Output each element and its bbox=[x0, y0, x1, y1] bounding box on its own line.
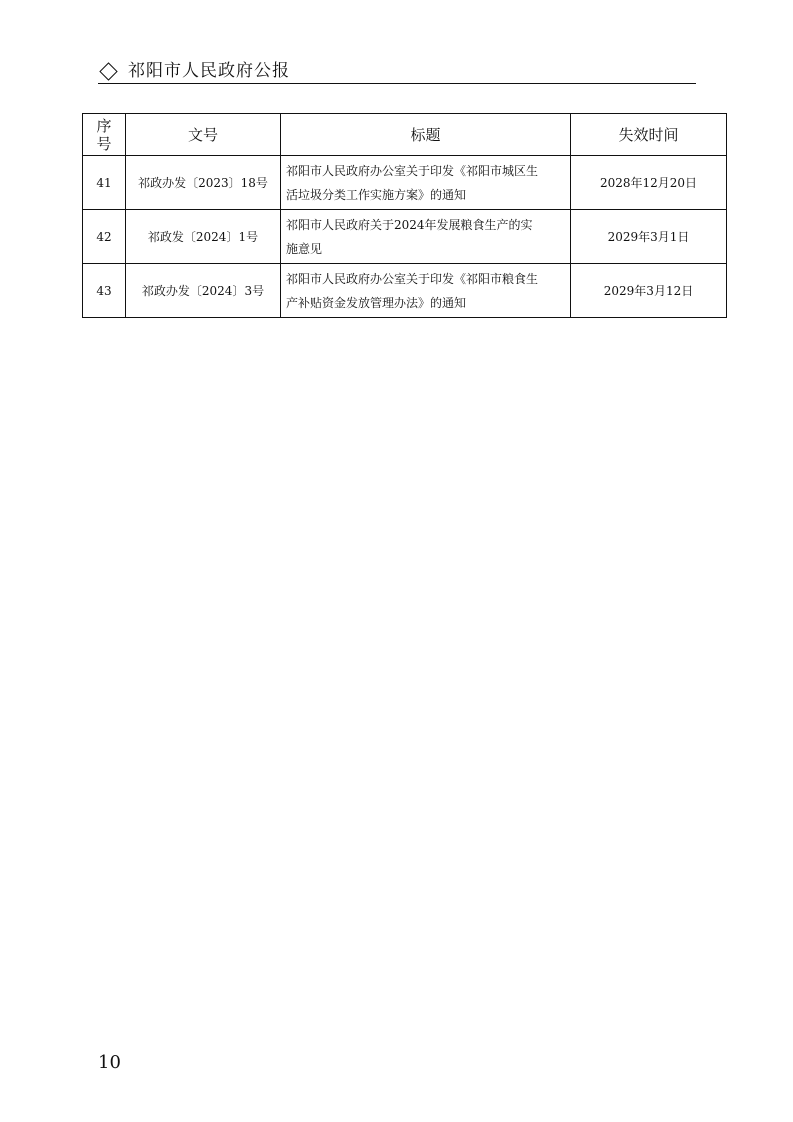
row-doc-number: 祁政办发〔2024〕3号 bbox=[126, 264, 281, 318]
row-title: 祁阳市人民政府关于2024年发展粮食生产的实 施意见 bbox=[281, 210, 571, 264]
row-no: 42 bbox=[83, 210, 126, 264]
row-title: 祁阳市人民政府办公室关于印发《祁阳市粮食生 产补贴资金发放管理办法》的通知 bbox=[281, 264, 571, 318]
diamond-icon bbox=[99, 62, 117, 80]
column-header-doc: 文号 bbox=[126, 114, 281, 156]
page-number: 10 bbox=[98, 1052, 121, 1073]
row-expire-date: 2029年3月1日 bbox=[571, 210, 727, 264]
header-rule bbox=[98, 83, 696, 84]
row-doc-number: 祁政办发〔2023〕18号 bbox=[126, 156, 281, 210]
page-header bbox=[98, 60, 696, 82]
row-expire-date: 2028年12月20日 bbox=[571, 156, 727, 210]
column-header-expire: 失效时间 bbox=[571, 114, 727, 156]
row-no: 41 bbox=[83, 156, 126, 210]
row-expire-date: 2029年3月12日 bbox=[571, 264, 727, 318]
header-title: 祁阳市人民政府公报 bbox=[128, 61, 290, 81]
document-table bbox=[82, 113, 727, 318]
column-header-no: 序 号 bbox=[83, 114, 126, 156]
table-row bbox=[83, 210, 727, 264]
row-doc-number: 祁政发〔2024〕1号 bbox=[126, 210, 281, 264]
table-row bbox=[83, 156, 727, 210]
table-header-row bbox=[83, 114, 727, 156]
table-row bbox=[83, 264, 727, 318]
column-header-title: 标题 bbox=[281, 114, 571, 156]
row-no: 43 bbox=[83, 264, 126, 318]
row-title: 祁阳市人民政府办公室关于印发《祁阳市城区生 活垃圾分类工作实施方案》的通知 bbox=[281, 156, 571, 210]
